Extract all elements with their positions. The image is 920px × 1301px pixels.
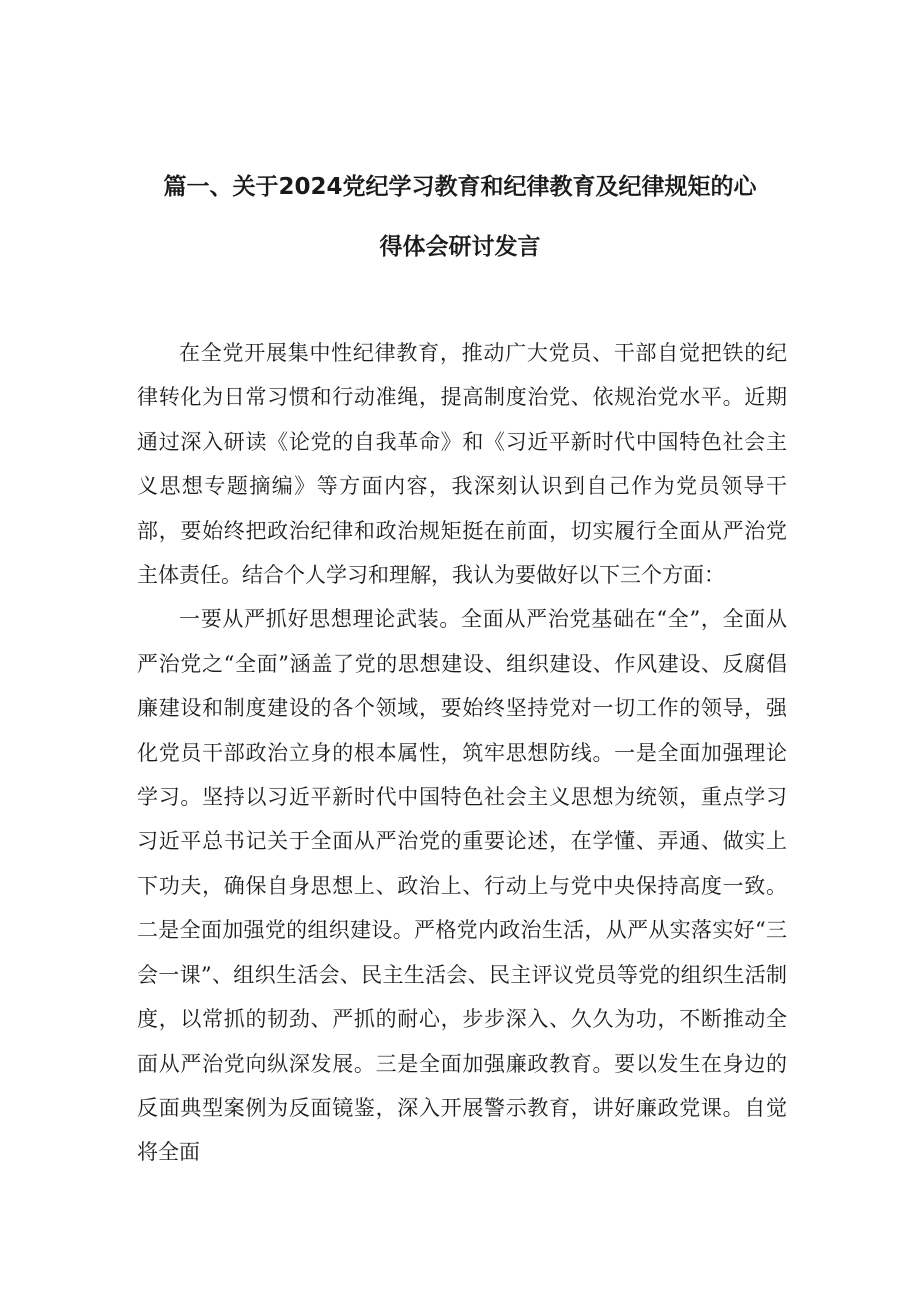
paragraph-section-one: 一要从严抓好思想理论武装。全面从严治党基础在“全”，全面从严治党之“全面”涵盖了党的思想建设、组织建设、作风建设、反腐倡廉建设和制度建设的各个领域，要始终坚持党对一切工作的领导，强化党员干部政治立身的根本属性，筑牢思想防线。一是全面加强理论学习。坚持以习近平新时代中国特色社会主义思想为统领，重点学习习近平总书记关于全面从严治党的重要论述，在学懂、弄通、做实上下功夫，确保自身思想上、政治上、行动上与党中央保持高度一致。二是全面加强党的组织建设。严格党内政治生活，从严从实落实好“三会一课”、组织生活会、民主生活会、民主评议党员等党的组织生活制度，以常抓的韧劲、严抓的耐心，步步深入、久久为功，不断推动全面从严治党向纵深发展。三是全面加强廉政教育。要以发生在身边的反面典型案例为反面镜鉴，深入开展警示教育，讲好廉政党课。自觉将全面: [137, 607, 787, 1165]
document-body: [137, 331, 787, 1175]
document-title-line-2: 得体会研讨发言: [379, 234, 541, 260]
paragraph-intro: 在全党开展集中性纪律教育，推动广大党员、干部自觉把铁的纪律转化为日常习惯和行动准绳，提高制度治党、依规治党水平。近期通过深入研读《论党的自我革命》和《习近平新时代中国特色社会主义思想专题摘编》等方面内容，我深刻认识到自己作为党员领导干部，要始终把政治纪律和政治规矩挺在前面，切实履行全面从严治党主体责任。结合个人学习和理解，我认为要做好以下三个方面：: [137, 341, 787, 588]
document-title-line-1: 篇一、关于2024党纪学习教育和纪律教育及纪律规矩的心: [163, 174, 757, 200]
